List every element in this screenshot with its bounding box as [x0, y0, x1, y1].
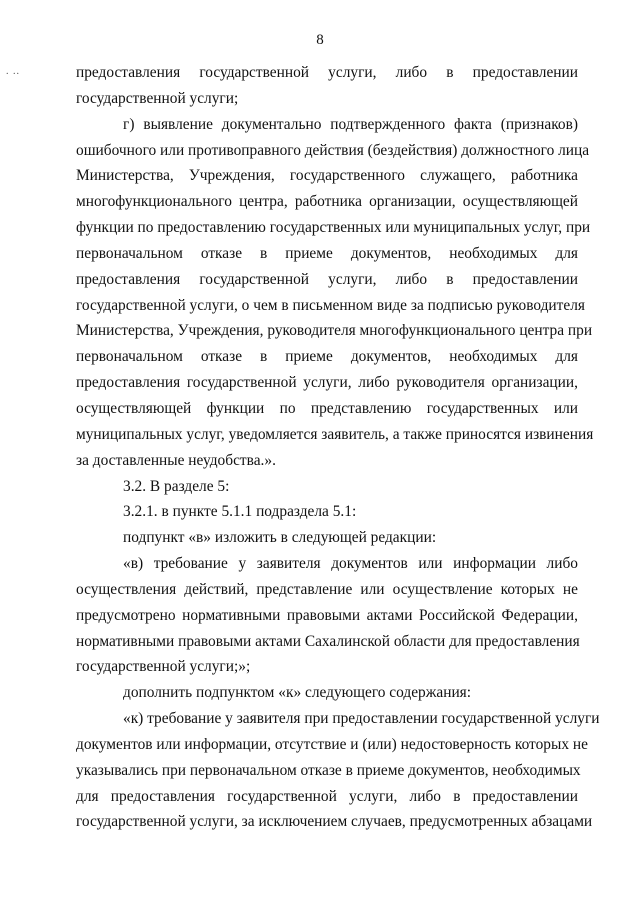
text-line: государственной услуги;: [76, 89, 239, 107]
text-line: для предоставления государственной услуги, либо в предоставлении: [76, 787, 578, 805]
text-line: 3.2. В разделе 5:: [123, 477, 230, 495]
text-line: первоначальном отказе в приеме документов, необходимых для: [76, 348, 578, 366]
text-line: указывались при первоначальном отказе в приеме документов, необходимых: [76, 761, 581, 779]
text-line: государственной услуги;»;: [76, 658, 251, 676]
text-line: ошибочного или противоправного действия (бездействия) должностного лица: [76, 141, 590, 159]
text-line: многофункционального центра, работника организации, осуществляющей: [76, 193, 578, 211]
text-line: функции по предоставлению государственных или муниципальных услуг, при: [76, 219, 591, 237]
text-line: «в) требование у заявителя документов или информации либо: [123, 555, 578, 573]
text-line: документов или информации, отсутствие и (или) недостоверность которых не: [76, 735, 588, 753]
text-line: дополнить подпунктом «к» следующего содержания:: [123, 684, 472, 702]
text-line: государственной услуги, за исключением случаев, предусмотренных абзацами: [76, 813, 593, 831]
text-line: подпункт «в» изложить в следующей редакции:: [123, 529, 437, 547]
text-line: первоначальном отказе в приеме документов, необходимых для: [76, 244, 578, 262]
text-line: муниципальных услуг, уведомляется заявитель, а также приносятся извинения: [76, 425, 594, 443]
document-body: [76, 60, 600, 835]
text-line: Министерства, Учреждения, государственного служащего, работника: [76, 167, 578, 185]
text-line: г) выявление документально подтвержденного факта (признаков): [123, 115, 578, 133]
text-line: нормативными правовыми актами Сахалинской области для предоставления: [76, 632, 580, 650]
text-line: предусмотрено нормативными правовыми актами Российской Федерации,: [76, 606, 578, 624]
text-line: осуществления действий, представление или осуществление которых не: [76, 580, 578, 598]
text-line: за доставленные неудобства.».: [76, 451, 276, 469]
text-line: государственной услуги, о чем в письменном виде за подписью руководителя: [76, 296, 585, 314]
text-line: осуществляющей функции по представлению государственных или: [76, 399, 578, 417]
text-line: 3.2.1. в пункте 5.1.1 подраздела 5.1:: [123, 503, 357, 521]
text-line: предоставления государственной услуги, либо в предоставлении: [76, 64, 578, 81]
text-line: Министерства, Учреждения, руководителя многофункционального центра при: [76, 322, 593, 340]
text-line: предоставления государственной услуги, либо руководителя организации,: [76, 374, 578, 392]
text-line: «к) требование у заявителя при предоставлении государственной услуги: [123, 710, 600, 728]
margin-mark: . ..: [6, 66, 20, 77]
page-number: 8: [316, 32, 324, 48]
text-line: предоставления государственной услуги, либо в предоставлении: [76, 270, 578, 288]
